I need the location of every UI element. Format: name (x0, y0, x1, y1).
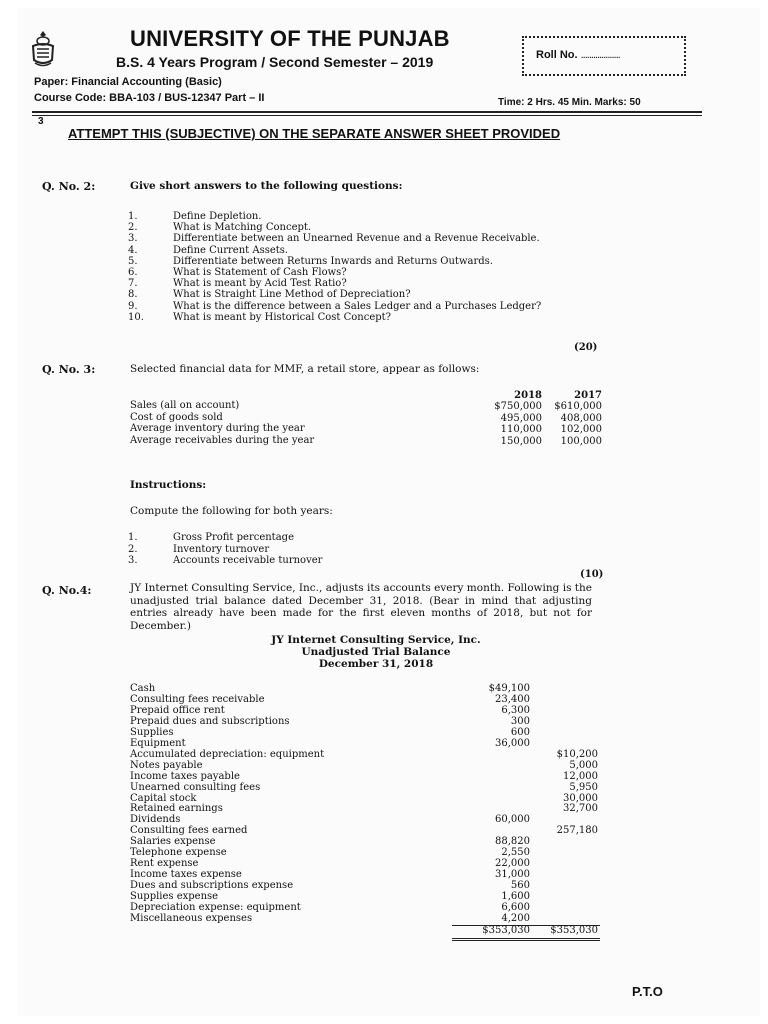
q3-value-2017: 100,000 (560, 435, 602, 447)
q2-question-text: Define Current Assets. (173, 244, 289, 256)
tb-debit-value: 4,200 (501, 913, 530, 925)
q2-question-item (128, 256, 541, 267)
tb-debit-value: 31,000 (495, 869, 530, 881)
tb-credit-value: 5,950 (569, 781, 598, 793)
q3-value-2017: 102,000 (560, 424, 602, 435)
tb-debit-value (452, 783, 530, 794)
q3-row-label: Cost of goods sold (130, 411, 223, 423)
q2-label: Q. No. 2: (42, 180, 96, 193)
q2-question-item (128, 267, 541, 278)
tb-company: JY Internet Consulting Service, Inc. (271, 634, 481, 646)
tb-debit-value: 300 (510, 715, 530, 727)
q3-compute-item (128, 532, 322, 544)
q2-question-number: 7. (128, 278, 138, 290)
roll-number-box (522, 36, 686, 76)
q2-question-number: 6. (128, 267, 138, 279)
q3-value-2017: 408,000 (560, 412, 602, 424)
roll-number-label: Roll No. (536, 49, 578, 61)
university-crest-icon (30, 30, 56, 68)
tb-total-rule-bottom-2 (452, 940, 600, 941)
tb-account-name: Consulting fees receivable (130, 693, 265, 705)
q2-question-text: What is Matching Concept. (173, 222, 312, 234)
q2-question-item (128, 222, 541, 233)
q2-question-item (128, 245, 541, 256)
tb-credit-value (520, 706, 598, 717)
q2-question-item (128, 233, 541, 244)
tb-account-name: Salaries expense (130, 836, 216, 848)
q3-value-2018: 110,000 (500, 424, 542, 435)
tb-debit-value: 88,820 (495, 836, 530, 848)
q2-question-text: Define Depletion. (173, 211, 262, 222)
tb-account-name: Equipment (130, 737, 186, 749)
tb-account-name: Unearned consulting fees (130, 781, 261, 793)
tb-credit-value: 32,700 (563, 803, 598, 815)
q2-question-number: 3. (128, 233, 138, 245)
tb-account-name: Accumulated depreciation: equipment (130, 748, 325, 760)
tb-total-credit: $353,030 (550, 925, 598, 936)
q2-question-item (128, 301, 541, 312)
tb-account-name: Supplies (130, 726, 174, 738)
q2-question-text: Differentiate between Returns Inwards and Returns Outwards. (173, 255, 493, 267)
tb-account-name: Depreciation expense: equipment (130, 902, 301, 914)
roll-number-dots: ................... (580, 49, 620, 61)
tb-credit-value (520, 695, 598, 706)
tb-debit-value: 560 (510, 880, 530, 892)
tb-debit-value: 60,000 (495, 814, 530, 826)
q2-question-number: 9. (128, 300, 138, 312)
header-rule-thin (32, 115, 702, 116)
q3-year-2017-header: 2017 (574, 390, 602, 401)
q2-question-number: 1. (128, 211, 138, 222)
q3-compute-text: Accounts receivable turnover (173, 555, 323, 566)
page-number: 3 (38, 116, 44, 127)
q2-question-list (128, 211, 541, 323)
q2-question-number: 8. (128, 289, 138, 301)
tb-account-name: Dividends (130, 814, 181, 826)
q3-data-2017 (528, 401, 602, 447)
university-name: UNIVERSITY OF THE PUNJAB (130, 26, 450, 51)
q4-label: Q. No.4: (42, 584, 92, 597)
please-turn-over: P.T.O (632, 984, 663, 999)
q3-instructions-heading: Instructions: (130, 479, 207, 491)
tb-credit-column (520, 684, 598, 925)
tb-account-name: Income taxes payable (130, 770, 240, 782)
q3-value-2018: 150,000 (500, 435, 542, 447)
tb-account-name: Notes payable (130, 759, 203, 771)
tb-title: Unadjusted Trial Balance (301, 646, 451, 658)
q3-label: Q. No. 3: (42, 363, 96, 376)
q2-question-text: What is Statement of Cash Flows? (173, 267, 347, 279)
exam-page (18, 8, 760, 1016)
q3-row-label: Sales (all on account) (130, 400, 240, 411)
tb-credit-value (520, 859, 598, 870)
tb-debit-value: 600 (510, 726, 530, 738)
course-code: Course Code: BBA-103 / BUS-12347 Part – II (34, 92, 265, 104)
tb-credit-value (520, 881, 598, 892)
q4-intro: JY Internet Consulting Service, Inc., adjusts its accounts every month. Following is the unadjusted trial balance dated December 31, 2018. (Bear in mind that adjusting entries already have been made for the first eleven months of 2018, but not for December.) (130, 582, 593, 632)
tb-credit-value (520, 914, 598, 925)
tb-debit-value: 2,550 (501, 847, 530, 859)
q3-marks: (10) (580, 569, 604, 580)
tb-debit-value: 22,000 (495, 858, 530, 870)
tb-debit-value: 1,600 (501, 891, 530, 903)
q2-question-number: 5. (128, 255, 138, 267)
q3-value-2018: $750,000 (494, 401, 542, 412)
q2-question-item (128, 211, 541, 222)
q2-question-text: Differentiate between an Unearned Revenue and a Revenue Receivable. (173, 233, 540, 245)
q3-data-labels (130, 400, 314, 446)
q2-marks: (20) (574, 342, 598, 353)
q2-question-item (128, 289, 541, 300)
tb-debit-value: 6,600 (501, 902, 530, 914)
q3-compute-line: Compute the following for both years: (130, 505, 333, 517)
paper-title: Paper: Financial Accounting (Basic) (34, 76, 222, 88)
tb-account-name: Supplies expense (130, 891, 219, 903)
tb-credit-value (520, 870, 598, 881)
tb-credit-value: 5,000 (569, 759, 598, 771)
q2-question-text: What is meant by Historical Cost Concept? (173, 311, 392, 323)
tb-account-name: Telephone expense (130, 847, 227, 859)
q2-question-number: 4. (128, 244, 138, 256)
tb-debit-value: 23,400 (495, 693, 530, 705)
tb-credit-value (520, 848, 598, 859)
tb-account-names (130, 684, 324, 925)
tb-debit-value: $49,100 (488, 683, 530, 694)
tb-account-name: Dues and subscriptions expense (130, 880, 294, 892)
q3-compute-list (128, 532, 322, 567)
attempt-instruction: ATTEMPT THIS (SUBJECTIVE) ON THE SEPARATE ANSWER SHEET PROVIDED (68, 126, 561, 141)
time-and-marks: Time: 2 Hrs. 45 Min. Marks: 50 (498, 97, 641, 108)
tb-credit-value: $10,200 (556, 748, 598, 760)
tb-total-debit: $353,030 (482, 925, 530, 936)
q3-compute-number: 2. (128, 543, 138, 555)
tb-credit-value (520, 684, 598, 695)
tb-debit-column (452, 684, 530, 925)
tb-debit-value: 6,300 (501, 704, 530, 716)
q3-compute-text: Inventory turnover (173, 543, 270, 555)
tb-account-name: Capital stock (130, 792, 197, 804)
q3-value-2017: $610,000 (554, 401, 602, 412)
tb-debit-value (452, 750, 530, 761)
tb-credit-value (520, 728, 598, 739)
tb-account-name: Rent expense (130, 858, 199, 870)
q3-compute-item (128, 555, 322, 567)
tb-account-name: Prepaid dues and subscriptions (130, 715, 290, 727)
q3-compute-text: Gross Profit percentage (173, 532, 294, 543)
tb-debit-value (452, 794, 530, 805)
tb-credit-value (520, 903, 598, 914)
q3-row-label: Average receivables during the year (130, 434, 315, 446)
tb-account-name: Cash (130, 683, 156, 694)
q3-compute-item (128, 544, 322, 556)
q3-compute-number: 1. (128, 532, 138, 543)
tb-credit-value (520, 837, 598, 848)
q3-year-2018-header: 2018 (514, 390, 542, 401)
q2-question-number: 2. (128, 222, 138, 234)
q2-question-item (128, 312, 541, 323)
tb-credit-value: 12,000 (563, 770, 598, 782)
q2-instruction: Give short answers to the following questions: (130, 180, 403, 192)
q3-value-2018: 495,000 (500, 412, 542, 424)
tb-account-name: Retained earnings (130, 803, 223, 815)
tb-debit-value (452, 772, 530, 783)
tb-date: December 31, 2018 (318, 658, 434, 670)
tb-account-name: Income taxes expense (130, 869, 242, 881)
q2-question-text: What is the difference between a Sales Ledger and a Purchases Ledger? (173, 300, 542, 312)
program-line: B.S. 4 Years Program / Second Semester – 2019 (116, 54, 434, 70)
tb-account-name: Prepaid office rent (130, 704, 225, 716)
tb-account-name: Consulting fees earned (130, 825, 248, 837)
q2-question-text: What is Straight Line Method of Depreciation? (173, 289, 411, 301)
q3-row-label: Average inventory during the year (130, 423, 305, 434)
tb-debit-value (452, 761, 530, 772)
tb-total-rule-bottom-1 (452, 938, 600, 939)
tb-debit-value: 36,000 (495, 737, 530, 749)
tb-credit-value: 257,180 (556, 825, 598, 837)
header-rule-thick (32, 111, 702, 113)
q3-intro: Selected financial data for MMF, a retail store, appear as follows: (130, 363, 480, 375)
q2-question-item (128, 278, 541, 289)
tb-credit-value (520, 717, 598, 728)
q3-compute-number: 3. (128, 555, 138, 566)
tb-credit-value (520, 892, 598, 903)
tb-credit-value: 30,000 (563, 792, 598, 804)
q2-question-text: What is meant by Acid Test Ratio? (173, 278, 347, 290)
tb-account-name: Miscellaneous expenses (130, 913, 253, 925)
q2-question-number: 10. (128, 311, 144, 323)
